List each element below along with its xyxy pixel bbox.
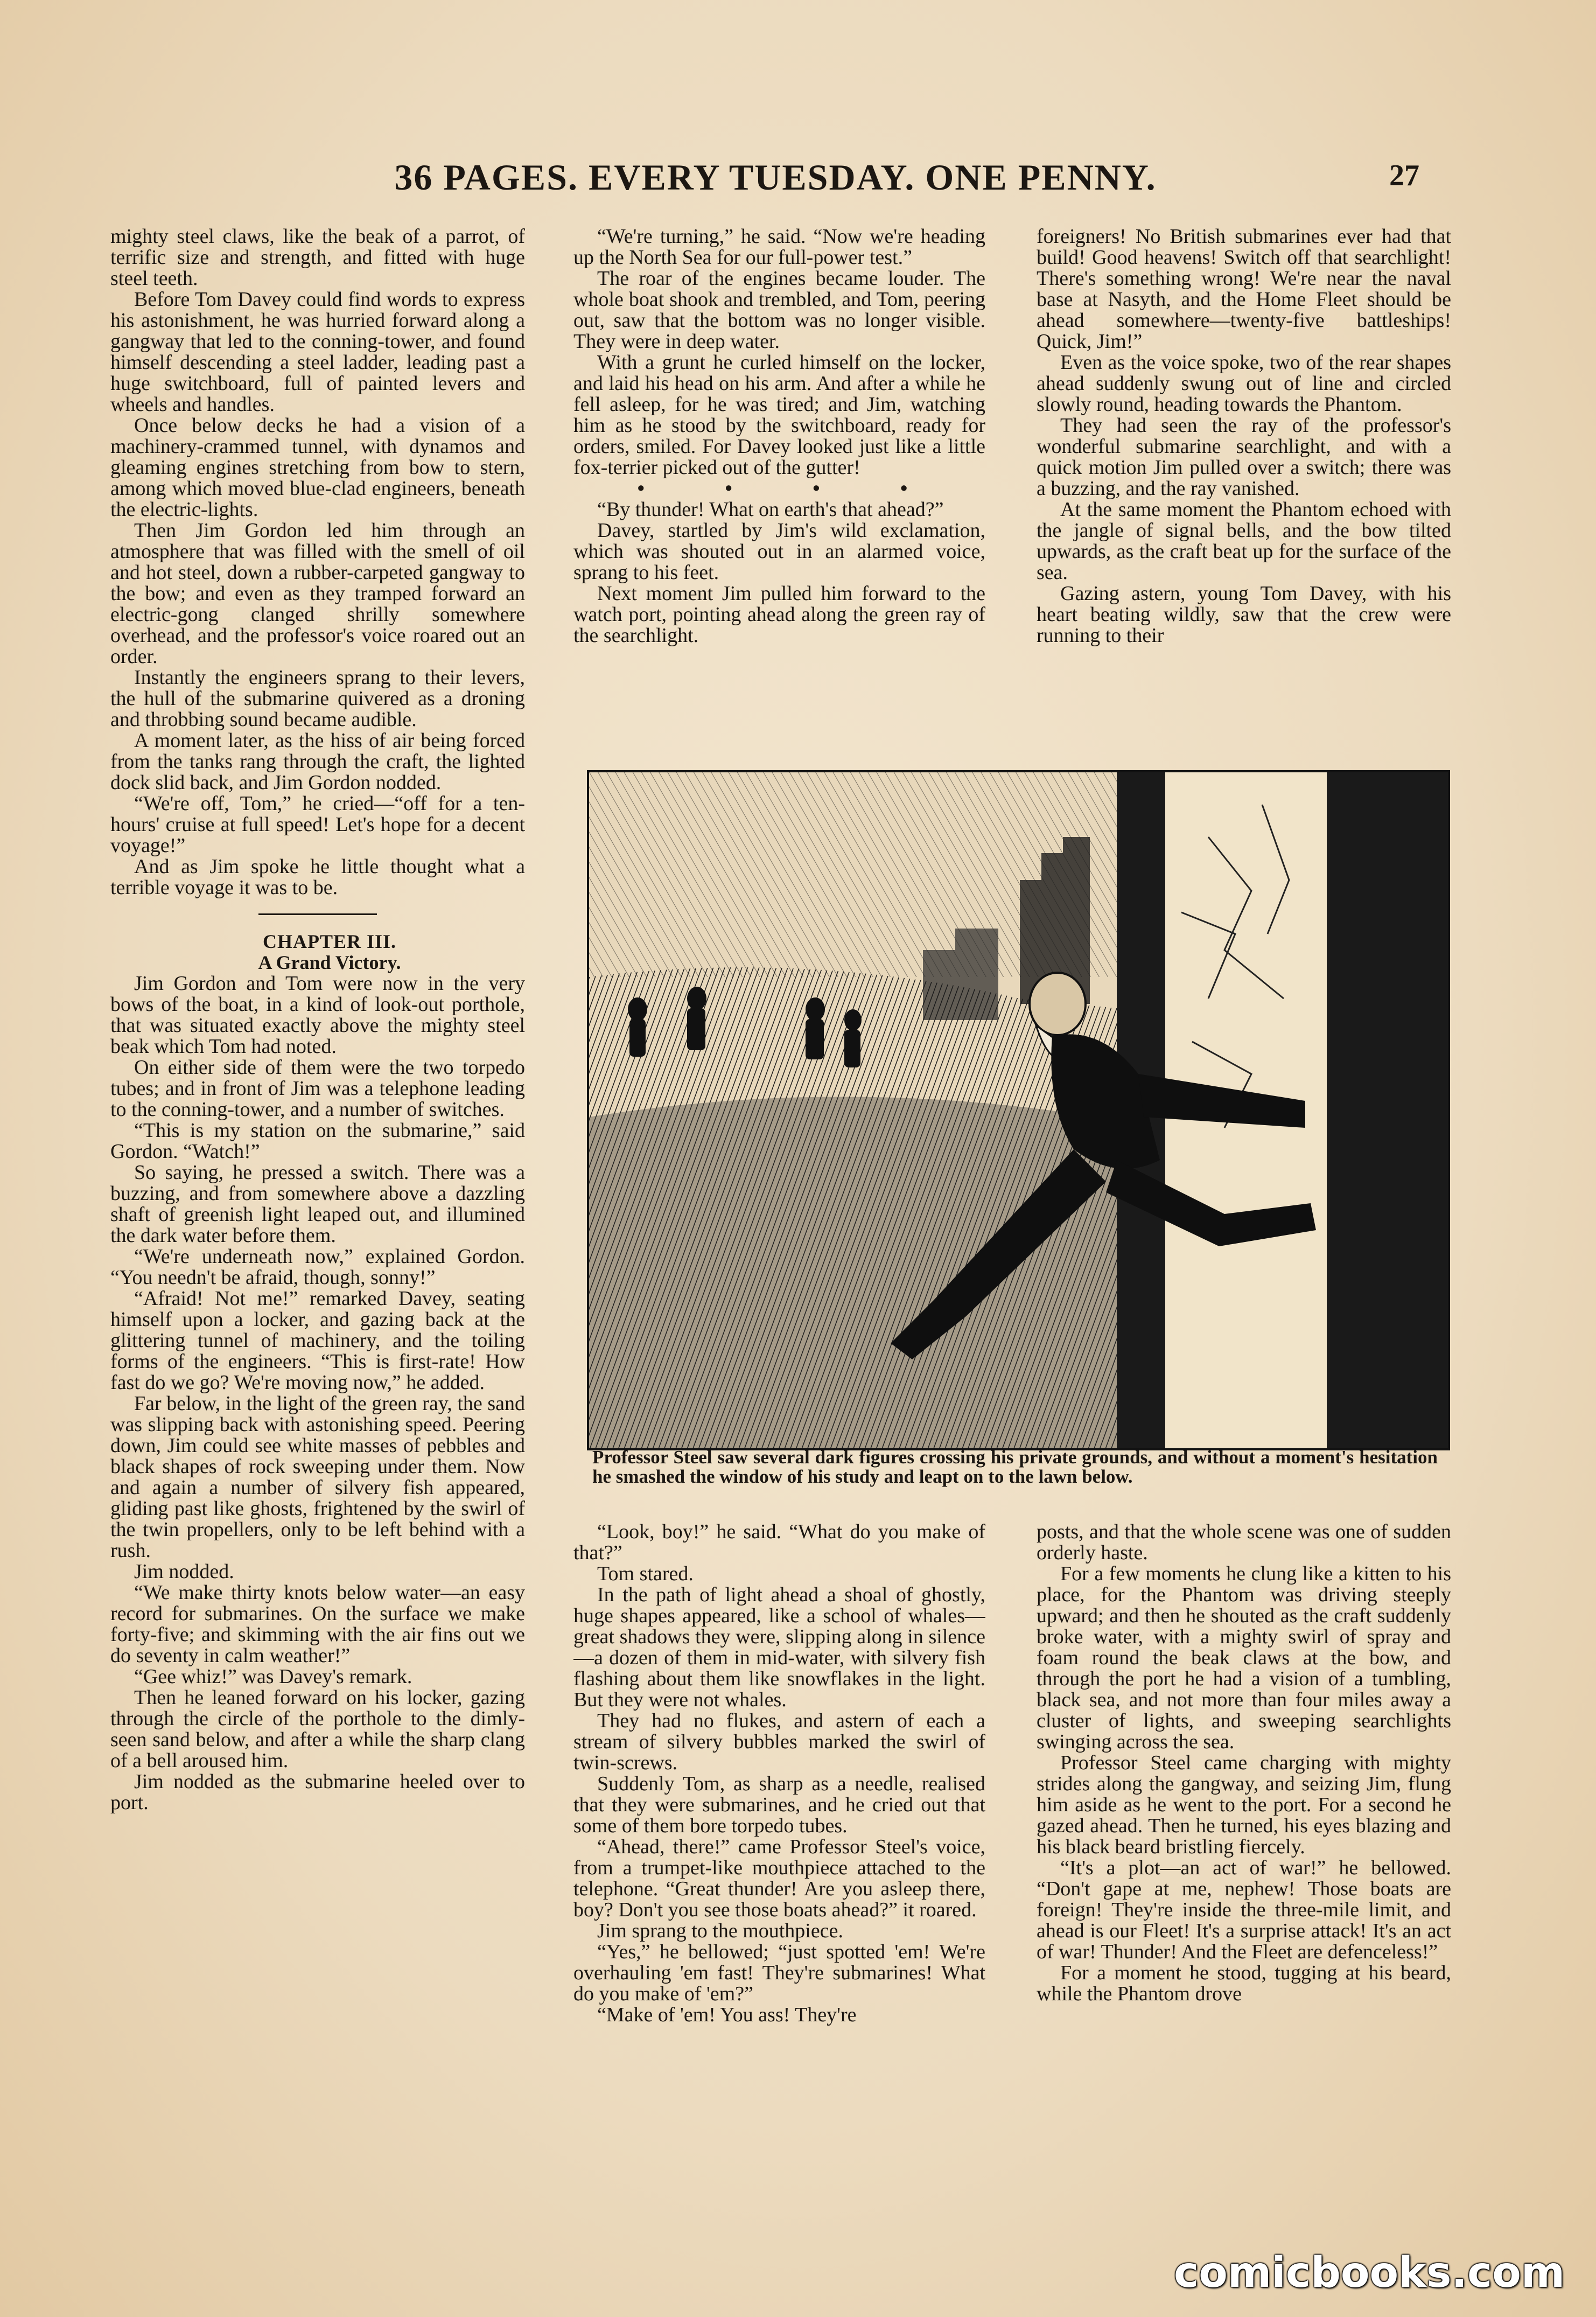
paragraph: posts, and that the whole scene was one of sudden orderly haste. [1037,1522,1451,1564]
paragraph: For a moment he stood, tugging at his beard, while the Phantom drove [1037,1962,1451,2005]
paragraph: On either side of them were the two torpedo tubes; and in front of Jim was a telephone leading to the conning-tower, and a number of switches. [110,1056,525,1121]
column-3-top [1037,226,1451,765]
section-divider [258,913,377,915]
header-title: 36 PAGES. EVERY TUESDAY. ONE PENNY. [394,157,1157,198]
paragraph: Far below, in the light of the green ray, the sand was slipping back with astonishing speed. Peering down, Jim could see white masses of pebbles and black shapes of rock sweeping under them. Now and again a number of silvery fish appeared, gliding past like ghosts, frightened by the swirl of the twin propellers, only to be left behind with a rush. [110,1392,525,1562]
paragraph: “We're underneath now,” explained Gordon. “You needn't be afraid, though, sonny!” [110,1245,525,1289]
paragraph: “We're turning,” he said. “Now we're heading up the North Sea for our full-power test.” [573,226,985,269]
paragraph: “We're off, Tom,” he cried—“off for a ten-hours' cruise at full speed! Let's hope for a decent voyage!” [110,792,525,857]
paragraph: Instantly the engineers sprang to their levers, the hull of the submarine quivered as a droning and throbbing sound became audible. [110,666,525,731]
paragraph: Jim Gordon and Tom were now in the very bows of the boat, in a kind of look-out porthole, that was situated exactly above the mighty steel beak which Tom had noted. [110,972,525,1058]
paragraph: Jim nodded. [134,1560,234,1583]
paragraph: Then Jim Gordon led him through an atmosphere that was filled with the smell of oil and hot steel, down a rubber-carpeted gangway to the bow; and even as they tramped forward an electric-gong clanged shrilly somewhere overhead, and the professor's voice roared out an order. [110,519,525,668]
paragraph: A moment later, as the hiss of air being forced from the tanks rang through the craft, the lighted dock slid back, and Jim Gordon nodded. [110,729,525,794]
paragraph: For a few moments he clung like a kitten to his place, for the Phantom was driving steeply upward; and then he shouted as the craft suddenly broke water, with a mighty swirl of spray and foam round the beak claws at the bow, and through the port he had a vision of a tumbling, black sea, and not more than four miles away a cluster of lights, and sweeping searchlights swinging across the sea. [1037,1562,1451,1753]
paragraph: mighty steel claws, like the beak of a parrot, of terrific size and strength, and fitted with huge steel teeth. [110,226,525,290]
paragraph: Then he leaned forward on his locker, gazing through the circle of the porthole to the dimly-seen sand below, and after a while the sharp clang of a bell aroused him. [110,1686,525,1772]
paragraph: Gazing astern, young Tom Davey, with his heart beating wildly, saw that the crew were running to their [1037,582,1451,647]
column-2-top [573,226,985,765]
paragraph: Once below decks he had a vision of a machinery-crammed tunnel, with dynamos and gleaming engines stretching from bow to stern, among which moved blue-clad engineers, beneath the electric-lights. [110,414,525,521]
chapter-heading: CHAPTER III. [262,931,397,952]
illustration-caption: Professor Steel saw several dark figures crossing his private grounds, and without a moment's hesitation he smashed the window of his study and leapt on to the lawn below. [592,1447,1438,1487]
paragraph: With a grunt he curled himself on the locker, and laid his head on his arm. And after a while he fell asleep, for he was tired; and Jim, watching him as he stood by the switchboard, ready for orders, smiled. For Davey looked just like a little fox-terrier picked out of the gutter! [573,351,985,479]
paragraph: Tom stared. [597,1562,694,1585]
paragraph: “Make of 'em! You ass! They're [597,2004,857,2026]
paragraph: Professor Steel came charging with mighty strides along the gangway, and seizing Jim, flung him aside as he went to the port. For a second he gazed ahead. Then he turned, his eyes blazing and his black beard bristling fiercely. [1037,1751,1451,1858]
column-2-bottom [573,1522,985,2162]
paragraph: They had seen the ray of the professor's wonderful submarine searchlight, and with a quick motion Jim pulled over a switch; there was a buzzing, and the ray vanished. [1037,414,1451,500]
paragraph: foreigners! No British submarines ever had that build! Good heavens! Switch off that searchlight! There's something wrong! We're near the naval base at Nasyth, and the Home Fleet should be ahead somewhere—twenty-five battleships! Quick, Jim!” [1037,226,1451,353]
illustration-drawing [589,772,1448,1448]
paragraph: Suddenly Tom, as sharp as a needle, realised that they were submarines, and he cried out that some of them bore torpedo tubes. [573,1772,985,1837]
paragraph: “This is my station on the submarine,” said Gordon. “Watch!” [110,1119,525,1163]
paragraph: “We make thirty knots below water—an easy record for submarines. On the surface we make forty-five; and skimming with the air fins out we do seventy in calm weather!” [110,1581,525,1667]
paragraph: So saying, he pressed a switch. There was a buzzing, and from somewhere above a dazzling shaft of greenish light leaped out, and illumined the dark water before them. [110,1161,525,1247]
paragraph: And as Jim spoke he little thought what a terrible voyage it was to be. [110,855,525,899]
paragraph: Even as the voice spoke, two of the rear shapes ahead suddenly swung out of line and circled slowly round, heading towards the Phantom. [1037,351,1451,416]
column-1 [110,226,525,2154]
paragraph: Jim nodded as the submarine heeled over to port. [110,1770,525,1814]
paragraph: “Afraid! Not me!” remarked Davey, seating himself upon a locker, and gazing back at the glittering tunnel of machinery, and the toiling forms of the engineers. “This is first-rate! How fast do we go? We're moving now,” he added. [110,1287,525,1394]
chapter-subtitle: A Grand Victory. [258,952,401,973]
paragraph: The roar of the engines became louder. The whole boat shook and trembled, and Tom, peering out, saw that the bottom was no longer visible. They were in deep water. [573,267,985,353]
section-break-dots: • • • • [637,477,946,500]
paragraph: “Yes,” he bellowed; “just spotted 'em! We're overhauling 'em fast! They're submarines! What do you make of 'em?” [573,1941,985,2005]
paragraph: They had no flukes, and astern of each a stream of silvery bubbles marked the swirl of twin-screws. [573,1709,985,1774]
paragraph: Before Tom Davey could find words to express his astonishment, he was hurried forward along a gangway that led to the conning-tower, and found himself descending a steel ladder, leading past a huge switchboard, full of painted levers and wheels and handles. [110,288,525,416]
paragraph: “Ahead, there!” came Professor Steel's voice, from a trumpet-like mouthpiece attached to the telephone. “Great thunder! Are you asleep there, boy? Don't you see those boats ahead?” it roared. [573,1836,985,1921]
paragraph: Davey, startled by Jim's wild exclamation, which was shouted out in an alarmed voice, sprang to his feet. [573,519,985,584]
paragraph: “Look, boy!” he said. “What do you make of that?” [573,1522,985,1564]
paragraph: At the same moment the Phantom echoed with the jangle of signal bells, and the bow tilted upwards, as the craft beat up for the surface of the sea. [1037,498,1451,584]
page-header [0,156,1596,205]
paragraph: “Gee whiz!” was Davey's remark. [134,1665,412,1688]
paragraph: “By thunder! What on earth's that ahead?” [597,498,944,521]
column-3-bottom [1037,1522,1451,2162]
story-illustration [587,770,1450,1450]
paragraph: “It's a plot—an act of war!” he bellowed. “Don't gape at me, nephew! Those boats are foreign! They're inside the three-mile limit, and ahead is our Fleet! It's a surprise attack! It's an act of war! Thunder! And the Fleet are defenceless!” [1037,1857,1451,1963]
page-number: 27 [1389,159,1419,192]
site-watermark: comicbooks.com [1174,2249,1565,2297]
paragraph: In the path of light ahead a shoal of ghostly, huge shapes appeared, like a school of whales—great shadows they were, slipping along in silence—a dozen of them in mid-water, with silvery fish flashing about them like snowflakes in the light. But they were not whales. [573,1583,985,1711]
paragraph: Jim sprang to the mouthpiece. [597,1920,843,1942]
paragraph: Next moment Jim pulled him forward to the watch port, pointing ahead along the green ray of the searchlight. [573,582,985,647]
